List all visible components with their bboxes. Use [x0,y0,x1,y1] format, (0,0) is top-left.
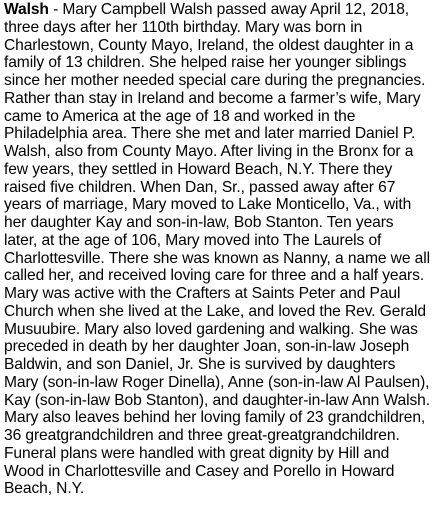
obituary-line: came to America at the age of 18 and worked in the [4,107,356,125]
obituary-line: Musuubire. Mary also loved gardening and walking. She was [4,320,418,338]
obituary-line: three days after her 110th birthday. Mary was born in [4,18,363,36]
obituary-line: since her mother needed special care during the pregnancies. [4,72,426,89]
obituary-line: Church when she lived at the Lake, and loved the Rev. Gerald [4,302,426,320]
obituary-line: Kay (son-in-law Bob Stanton), and daughter-in-law Ann Walsh. [4,391,430,409]
obituary-line: Wood in Charlottesville and Casey and Porello in Howard [4,462,395,480]
obituary-line: Charlottesville. There she was known as Nanny, a name we all [4,249,430,267]
obituary-line: Mary also leaves behind her loving family of 23 grandchildren, [4,409,426,427]
obituary-line: Rather than stay in Ireland and become a farmer’s wife, Mary [4,89,421,107]
obituary-line: Philadelphia area. There she met and later married Daniel P. [4,125,416,143]
obituary-line: few years, they settled in Howard Beach, N.Y. There they [4,160,393,178]
obituary-line: 36 greatgrandchildren and three great-greatgrandchildren. [4,427,400,444]
obituary-line: family of 13 children. She helped raise her younger siblings [4,54,407,72]
obituary-line: Walsh, also from County Mayo. After living in the Bronx for a [4,143,414,160]
obituary-text [4,1,434,498]
obituary-line: raised five children. When Dan, Sr., passed away after 67 [4,178,396,196]
obituary-line: Mary (son-in-law Roger Dinella), Anne (son-in-law Al Paulsen), [4,373,430,391]
obituary-line [4,1,434,19]
obituary-line: Funeral plans were handled with great dignity by Hill and [4,444,390,462]
obituary-line: years of marriage, Mary moved to Lake Monticello, Va., with [4,196,412,214]
obituary-first-line-text: - Mary Campbell Walsh passed away April 12, 2018, [48,1,410,18]
obituary-line: later, at the age of 106, Mary moved into The Laurels of [4,231,382,249]
obituary-line: Charlestown, County Mayo, Ireland, the oldest daughter in a [4,36,414,54]
obituary-line: Mary was active with the Crafters at Saints Peter and Paul [4,285,401,302]
obituary-line: preceded in death by her daughter Joan, son-in-law Joseph [4,338,410,356]
obituary-surname: Walsh [4,1,49,18]
obituary-line: Beach, N.Y. [4,480,85,498]
obituary-line: her daughter Kay and son-in-law, Bob Stanton. Ten years [4,214,394,231]
obituary-line: called her, and received loving care for three and a half years. [4,267,425,285]
obituary-line: Baldwin, and son Daniel, Jr. She is survived by daughters [4,356,396,373]
